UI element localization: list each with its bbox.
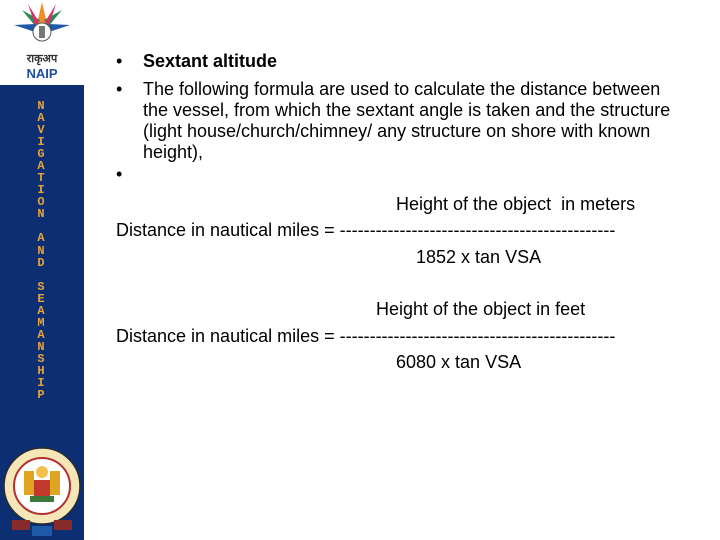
vertical-label-letter: A [37, 327, 45, 342]
vertical-label-letter: A [37, 159, 45, 174]
vertical-label-letter: V [37, 123, 45, 138]
svg-text:राकृअप: राकृअप [26, 52, 58, 65]
vertical-label-letter: D [37, 255, 45, 270]
vertical-label-letter: I [37, 375, 45, 390]
bullet-sextant-altitude: Sextant altitude [143, 51, 278, 71]
vertical-label-letter: I [37, 135, 45, 150]
formula1-numerator: Height of the object in meters [396, 194, 636, 214]
vertical-label-letter: P [37, 388, 45, 403]
vertical-label-letter: A [37, 303, 45, 318]
vertical-label-letter: A [37, 231, 45, 246]
vertical-label-letter: G [37, 147, 45, 162]
vertical-label-letter: S [37, 279, 45, 294]
vertical-label-letter: M [37, 315, 45, 330]
bullet-formula-description: The following formula are used to calculate the distance between the vessel, from which the sextant angle is taken and the structure (light house/church/chimney/ any structure on shore with known height), [143, 79, 671, 162]
formula2-denominator: 6080 x tan VSA [396, 352, 522, 372]
svg-text:NAIP: NAIP [26, 66, 58, 81]
formula1-lhs: Distance in nautical miles = ---------------------------------------------- [116, 220, 616, 240]
bullet-marker: • [116, 79, 123, 99]
vertical-label-letter: A [37, 111, 45, 126]
vertical-label-letter: N [37, 243, 45, 258]
bullet-marker: • [116, 51, 123, 71]
vertical-label-letter: S [37, 351, 45, 366]
vertical-label-letter: O [37, 195, 45, 210]
vertical-label-letter: N [37, 207, 45, 222]
formula2-lhs: Distance in nautical miles = ---------------------------------------------- [116, 326, 616, 346]
vertical-label-letter: N [37, 339, 45, 354]
vertical-label-letter: H [37, 363, 45, 378]
formula1-denominator: 1852 x tan VSA [416, 247, 542, 267]
vertical-label-letter: I [37, 183, 45, 198]
formula2-numerator: Height of the object in feet [376, 299, 586, 319]
vertical-label-letter: E [37, 291, 45, 306]
vertical-label-letter: T [37, 171, 45, 186]
vertical-label-letter: N [37, 99, 45, 113]
bullet-marker: • [116, 164, 123, 184]
